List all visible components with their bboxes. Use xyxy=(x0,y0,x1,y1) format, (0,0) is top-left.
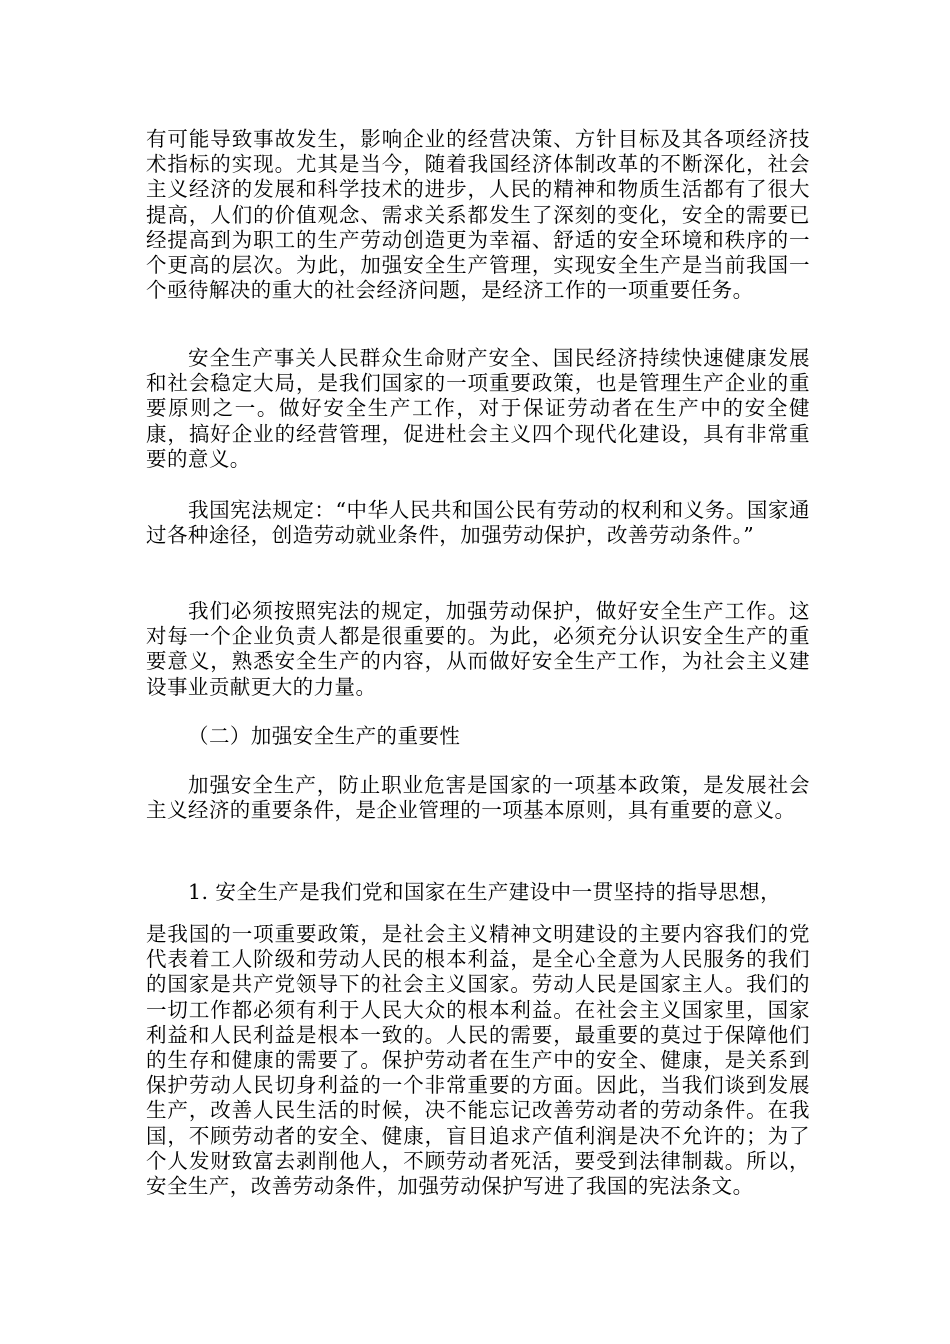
paragraph-continuation: 有可能导致事故发生，影响企业的经营决策、方针目标及其各项经济技术指标的实现。尤其是当今，随着我国经济体制改革的不断深化，社会主义经济的发展和科学技术的进步，人民的精神和物质生活都有了很大提高，人们的价值观念、需求关系都发生了深刻的变化，安全的需要已经提高到为职工的生产劳动创造更为幸福、舒适的安全环境和秩序的一个更高的层次。为此，加强安全生产管理，实现安全生产是当前我国一个亟待解决的重大的社会经济问题，是经济工作的一项重要任务。 xyxy=(146,127,810,303)
section-heading: （二）加强安全生产的重要性 xyxy=(188,724,461,748)
paragraph-safety-production-significance: 安全生产事关人民群众生命财产安全、国民经济持续快速健康发展和社会稳定大局，是我们国家的一项重要政策，也是管理生产企业的重要原则之一。做好安全生产工作，对于保证劳动者在生产中的安全健康，搞好企业的经营管理，促进杜会主义四个现代化建设，具有非常重要的意义。 xyxy=(146,346,810,471)
numbered-item-first-line: 1. 安全生产是我们党和国家在生产建设中一贯坚持的指导思想， xyxy=(188,880,782,904)
paragraph-basic-policy: 加强安全生产，防止职业危害是国家的一项基本政策，是发展社会主义经济的重要条件，是企业管理的一项基本原则，具有重要的意义。 xyxy=(146,773,810,823)
paragraph-labor-protection: 我们必须按照宪法的规定，加强劳动保护，做好安全生产工作。这对每一个企业负责人都是很重要的。为此，必须充分认识安全生产的重要意义，熟悉安全生产的内容，从而做好安全生产工作，为社会主义建设事业贡献更大的力量。 xyxy=(146,599,810,699)
numbered-item-body: 是我国的一项重要政策，是社会主义精神文明建设的主要内容我们的党代表着工人阶级和劳动人民的根本利益，是全心全意为人民服务的我们的国家是共产党领导下的社会主义国家。劳动人民是国家主人。我们的一切工作都必须有利于人民大众的根本利益。在社会主义国家里，国家利益和人民利益是根本一致的。人民的需要，最重要的莫过于保障他们的生存和健康的需要了。保护劳动者在生产中的安全、健康，是关系到保护劳动人民切身利益的一个非常重要的方面。因此，当我们谈到发展生产，改善人民生活的时候，决不能忘记改善劳动者的劳动条件。在我国，不顾劳动者的安全、健康，盲目追求产值利润是决不允许的；为了个人发财致富去剥削他人，不顾劳动者死活，要受到法律制裁。所以，安全生产，改善劳动条件，加强劳动保护写进了我国的宪法条文。 xyxy=(146,922,810,1199)
paragraph-constitution-quote: 我国宪法规定：“中华人民共和国公民有劳动的权利和义务。国家通过各种途径，创造劳动就业条件，加强劳动保护，改善劳动条件。” xyxy=(146,498,810,548)
